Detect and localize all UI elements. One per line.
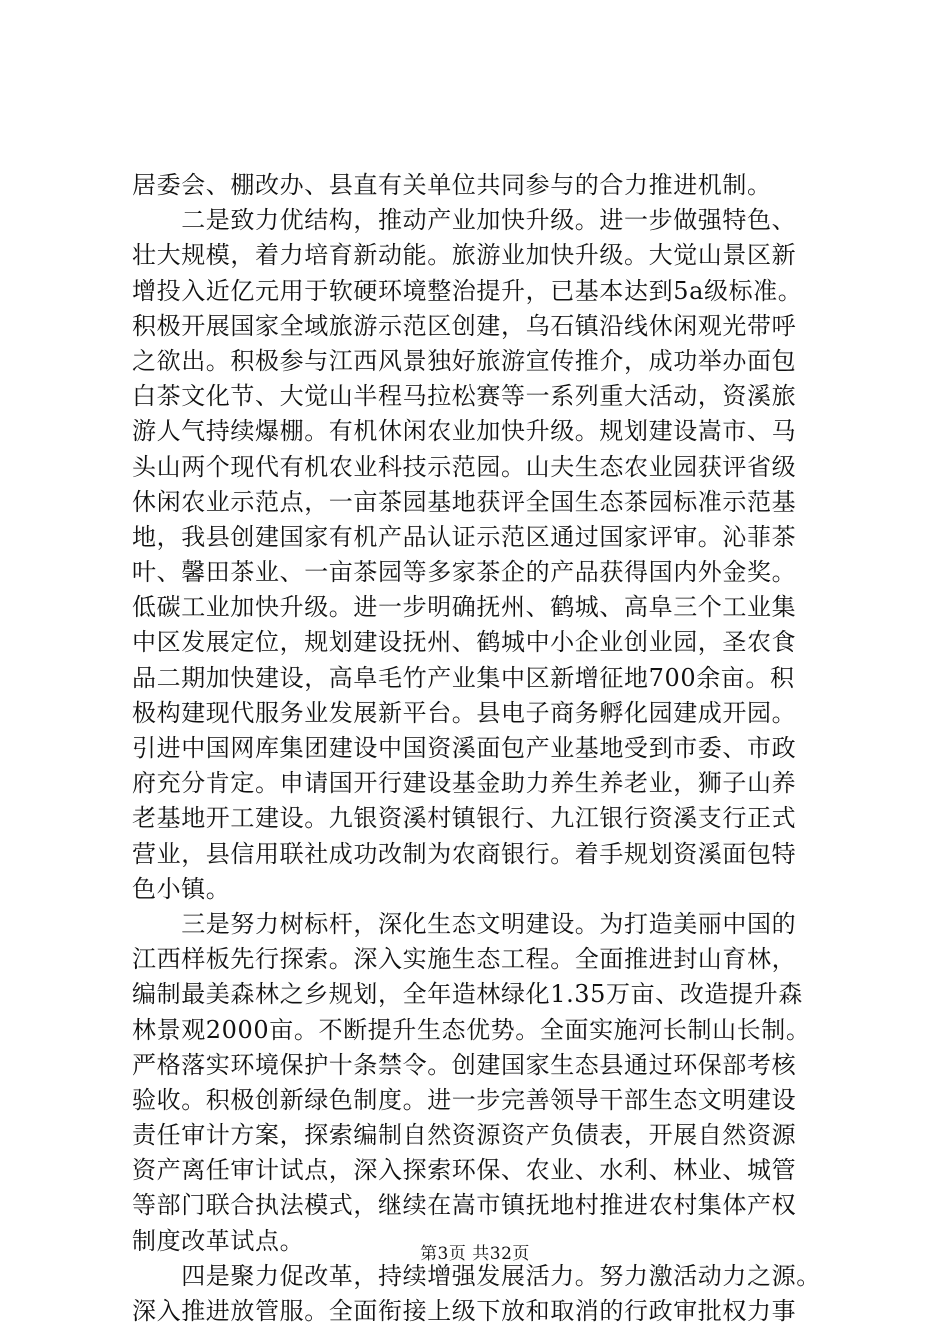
text-line: 休闲农业示范点，一亩茶园基地获评全国生态茶园标准示范基 xyxy=(132,487,797,516)
text-line: 四是聚力促改革，持续增强发展活力。努力激活动力之源。 xyxy=(132,1261,821,1290)
text-line: 地，我县创建国家有机产品认证示范区通过国家评审。沁菲茶 xyxy=(132,522,797,551)
text-line: 深入推进放管服。全面衔接上级下放和取消的行政审批权力事 xyxy=(132,1297,797,1325)
text-line: 增投入近亿元用于软硬环境整治提升，已基本达到5a级标准。 xyxy=(132,276,803,305)
text-line: 品二期加快建设，高阜毛竹产业集中区新增征地700余亩。积 xyxy=(132,663,795,692)
text-line: 居委会、棚改办、县直有关单位共同参与的合力推进机制。 xyxy=(132,171,772,199)
body-text xyxy=(132,168,832,1329)
text-line: 之欲出。积极参与江西风景独好旅游宣传推介，成功举办面包 xyxy=(132,346,797,375)
text-line: 营业，县信用联社成功改制为农商银行。着手规划资溪面包特 xyxy=(132,839,797,868)
text-line: 游人气持续爆棚。有机休闲农业加快升级。规划建设嵩市、马 xyxy=(132,417,797,446)
text-line: 壮大规模，着力培育新动能。旅游业加快升级。大觉山景区新 xyxy=(132,241,797,270)
text-line: 等部门联合执法模式，继续在嵩市镇抚地村推进农村集体产权 xyxy=(132,1191,797,1220)
text-line: 积极开展国家全域旅游示范区创建，乌石镇沿线休闲观光带呼 xyxy=(132,311,797,340)
text-line: 资产离任审计试点，深入探索环保、农业、水利、林业、城管 xyxy=(132,1156,797,1185)
text-line: 引进中国网库集团建设中国资溪面包产业基地受到市委、市政 xyxy=(132,734,797,762)
text-line: 制度改革试点。 xyxy=(132,1226,305,1255)
text-line: 白茶文化节、大觉山半程马拉松赛等一系列重大活动，资溪旅 xyxy=(132,382,797,411)
text-line: 严格落实环境保护十条禁令。创建国家生态县通过环保部考核 xyxy=(132,1050,797,1079)
text-line: 三是努力树标杆，深化生态文明建设。为打造美丽中国的 xyxy=(132,909,797,938)
text-line: 中区发展定位，规划建设抚州、鹤城中小企业创业园，圣农食 xyxy=(132,628,797,657)
text-line: 江西样板先行探索。深入实施生态工程。全面推进封山育林， xyxy=(132,945,797,974)
text-line: 叶、馨田茶业、一亩茶园等多家茶企的产品获得国内外金奖。 xyxy=(132,558,797,587)
text-line: 极构建现代服务业发展新平台。县电子商务孵化园建成开园。 xyxy=(132,698,797,727)
text-line: 低碳工业加快升级。进一步明确抚州、鹤城、高阜三个工业集 xyxy=(132,593,797,622)
text-line: 二是致力优结构，推动产业加快升级。进一步做强特色、 xyxy=(132,206,797,235)
page-footer: 第3页 共32页 xyxy=(420,1244,530,1264)
text-line: 编制最美森林之乡规划，全年造林绿化1.35万亩、改造提升森 xyxy=(132,980,803,1009)
text-line: 色小镇。 xyxy=(132,874,231,903)
text-line: 府充分肯定。申请国开行建设基金助力养生养老业，狮子山养 xyxy=(132,769,797,798)
text-line: 老基地开工建设。九银资溪村镇银行、九江银行资溪支行正式 xyxy=(132,804,797,833)
text-line: 责任审计方案，探索编制自然资源资产负债表，开展自然资源 xyxy=(132,1121,797,1150)
text-line: 林景观2000亩。不断提升生态优势。全面实施河长制山长制。 xyxy=(132,1015,811,1044)
text-line: 头山两个现代有机农业科技示范园。山夫生态农业园获评省级 xyxy=(132,452,797,481)
text-line: 验收。积极创新绿色制度。进一步完善领导干部生态文明建设 xyxy=(132,1085,797,1114)
